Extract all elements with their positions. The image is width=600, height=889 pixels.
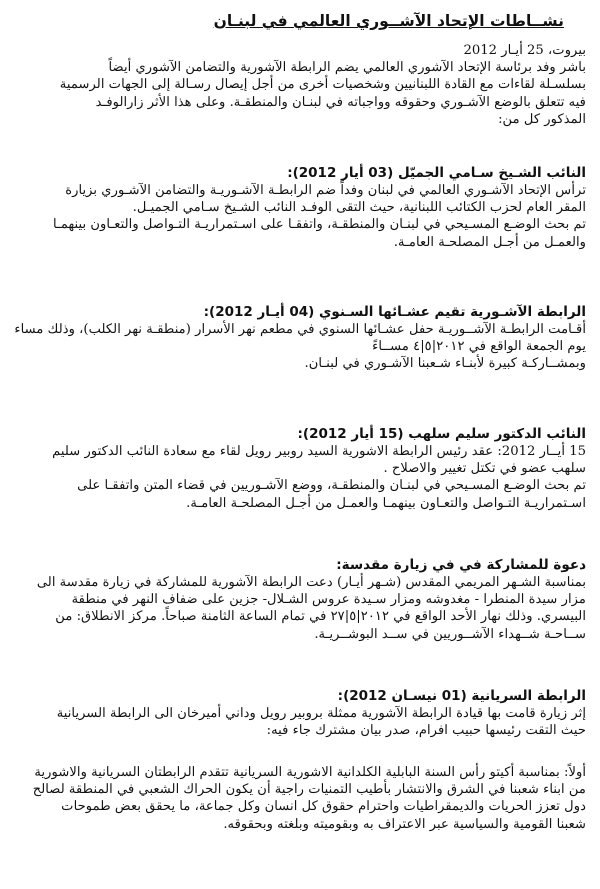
section-heading: النائب الدكتور سليم سلهب (15 أيار 2012): <box>297 426 586 442</box>
section-heading: دعوة للمشاركة في في زيارة مقدسة: <box>336 557 586 573</box>
section-line: المقر العام لحزب الكتائب اللبنانية، حيث التقى الوفـد النائب الشـيخ سـامي الجميـل. <box>132 200 586 216</box>
intro-line: باشر وفد برئاسة الإتحاد الآشوري العالمي يضم الرابطة الآشورية والتضامن الآشوري أيضاً <box>108 60 586 76</box>
section-line: تم بحث الوضـع المسـيحي في لبنـان والمنطقـة، واتفقـا على اسـتمراريـة التـواصل والتعـاون بينهمـا <box>52 217 586 233</box>
section-gemayel <box>10 164 586 251</box>
intro-line: المذكور كل من: <box>498 111 586 127</box>
section-line: أقـامت الرابطـة الآشــوريـة حفل عشـائها السنوي في مطعم نهر الأسرار (منطقـة نهر الكلب)، وذلك مساء <box>14 322 586 337</box>
section-line: بمناسبة الشـهر المريمي المقدس (شـهر أيـار) دعت الرابطة الآشورية للمشاركة في زيارة مقدسة الى <box>36 575 586 590</box>
intro-line: بسلسـلة لقاءات مع القادة اللبنانيين وشخصيات أخرى من أجل إيصال رسـالة إلى الجهات الرسمية <box>59 77 586 93</box>
section-line: 15 أيــار 2012: عقد رئيس الرابطة الاشورية السيد روبير رويل لقاء مع سعادة النائب الدكتور سليم <box>52 444 586 459</box>
section-line: والعمـل من أجـل المصلحـة العامـة. <box>393 234 586 250</box>
intro-line: فيه تتعلق بالوضع الآشـوري وحقوقه وواجباته في لبنـان والمنطقـة. وعلى هذا الأثر زارالوفـد <box>95 94 586 110</box>
section-heading: الرابطة السريانية (01 نيسـان 2012): <box>337 688 586 704</box>
section-line: أولاً: بمناسبة أكيتو رأس السنة البابلية الكلدانية الاشورية السريانية تتقدم الرابطتان السريانية والاشورية <box>34 765 586 780</box>
section-statement <box>10 764 586 833</box>
section-line: وبمشــاركـة كبيرة لأبنـاء شـعبنا الآشـوري في لبنـان. <box>304 356 586 372</box>
section-line: يوم الجمعة الواقع في ٢٠١٢|٥|٤ مســاءً <box>372 339 586 355</box>
section-line: إثر زيارة قامت بها قيادة الرابطة الآشورية ممثلة بروبير رويل وداني أميرخان الى الرابطة السريانية <box>56 706 586 721</box>
section-syriac <box>10 687 586 739</box>
section-line: مزار سيدة المنطرا - مغدوشه ومزار سـيدة عروس الشـلال- جزين على ضفاف النهر في منطقة <box>71 592 586 608</box>
section-line: اسـتمراريـة التـواصل والتعـاون بينهمـا والعمـل من أجـل المصلحـة العامـة. <box>186 495 586 511</box>
section-pilgrimage <box>10 556 586 643</box>
section-salhab <box>10 425 586 512</box>
intro-block <box>10 42 586 128</box>
section-line: شعبنا القومية والسياسية عبر الاعتراف به وبقوميته وبلغته وبحقوقه. <box>223 816 586 832</box>
section-dinner <box>10 303 586 373</box>
section-line: من ابناء شعبنا في الشرق والانتشار بأطيب التمنيات راجية أن يكون الحراك الشعبي في المنطقة لصالح <box>32 782 586 798</box>
section-line: حيث التقت رئيسها حبيب افرام، صدر بيان مشترك جاء فيه: <box>266 723 586 739</box>
section-line: ترأس الإتحاد الآشـوري العالمي في لبنان وفداً ضم الرابطـة الآشـوريـة والتضامن الآشـوري بزيارة <box>65 183 586 198</box>
document <box>10 0 586 832</box>
section-heading: النائب الشـيخ سـامي الجميّل (03 أيار 2012): <box>287 165 586 181</box>
section-line: سلهب عضو في تكتل تغيير والاصلاح . <box>383 461 586 477</box>
section-line: دول تعزز الحريات والديمقراطيات واحترام حقوق كل انسان وكل جماعة، ما يحقق بعض طموحات <box>61 799 586 815</box>
section-line: ســاحـة شــهداء الآشــوريين في ســد البوشــريـة. <box>314 626 586 642</box>
intro-date: بيروت، 25 أيـار 2012 <box>463 43 586 58</box>
section-line: البيسري. وذلك نهار الأحد الواقع في ٢٠١٢|٥|٢٧ في تمام الساعة الثامنة صباحاً. مركز الانطلاق: من <box>55 609 586 625</box>
page-title: نشــاطات الإتحاد الآشــوري العالمي في لبنـان <box>213 12 564 30</box>
section-line: تم بحث الوضـع المسـيحي في لبنـان والمنطقـة، ووضع الآشـوريين في قضاء المتن واتفقـا على <box>77 478 586 494</box>
section-heading: الرابطة الآشـورية تقيم عشـائها السـنوي (04 أيـار 2012): <box>203 304 586 320</box>
